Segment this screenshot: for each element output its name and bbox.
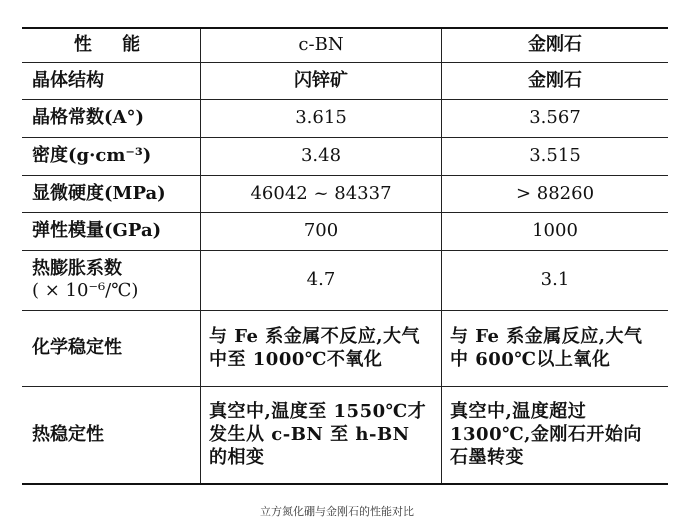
row-property: 晶格常数(A°)	[22, 99, 201, 137]
table-row	[22, 137, 668, 175]
row-property: 密度(g·cm⁻³)	[22, 137, 201, 175]
row-property: 热稳定性	[22, 386, 201, 484]
header-cbn: c-BN	[201, 28, 442, 62]
row-cbn-value: 46042 ~ 84337	[201, 175, 442, 212]
row-property: 晶体结构	[22, 62, 201, 99]
table-row	[22, 386, 668, 484]
row-diamond-value: 3.567	[442, 99, 669, 137]
row-diamond-value: 金刚石	[442, 62, 669, 99]
row-property: 弹性模量(GPa)	[22, 212, 201, 250]
header-property: 性 能	[22, 28, 201, 62]
row-property	[22, 250, 201, 310]
table-row	[22, 62, 668, 99]
row-diamond-value: > 88260	[442, 175, 669, 212]
row-property: 化学稳定性	[22, 310, 201, 386]
table-row	[22, 175, 668, 212]
row-cbn-value: 4.7	[201, 250, 442, 310]
header-diamond: 金刚石	[442, 28, 669, 62]
row-cbn-value: 闪锌矿	[201, 62, 442, 99]
row-cbn-value: 3.615	[201, 99, 442, 137]
table-row	[22, 250, 668, 310]
table-row	[22, 212, 668, 250]
row-cbn-value: 3.48	[201, 137, 442, 175]
properties-table	[22, 27, 668, 485]
row-cbn-value: 真空中,温度至 1550℃才发生从 c-BN 至 h-BN 的相变	[201, 386, 442, 484]
row-property-line2: ( × 10⁻⁶/℃)	[32, 280, 139, 301]
table-caption: 立方氮化硼与金刚石的性能对比	[260, 505, 414, 518]
row-property-line1: 热膨胀系数	[32, 258, 122, 280]
row-diamond-value: 1000	[442, 212, 669, 250]
table-header-row	[22, 28, 668, 62]
row-diamond-value: 真空中,温度超过1300℃,金刚石开始向石墨转变	[450, 400, 642, 469]
table-row	[22, 310, 668, 386]
row-cbn-value: 与 Fe 系金属不反应,大气中至 1000℃不氧化	[201, 310, 442, 386]
row-diamond-value: 与 Fe 系金属反应,大气中 600℃以上氧化	[442, 310, 669, 386]
row-diamond-value: 3.1	[442, 250, 669, 310]
row-cbn-value: 700	[201, 212, 442, 250]
comparison-table-container	[22, 27, 654, 485]
row-property: 显微硬度(MPa)	[22, 175, 201, 212]
row-diamond-value: 3.515	[442, 137, 669, 175]
table-row	[22, 99, 668, 137]
